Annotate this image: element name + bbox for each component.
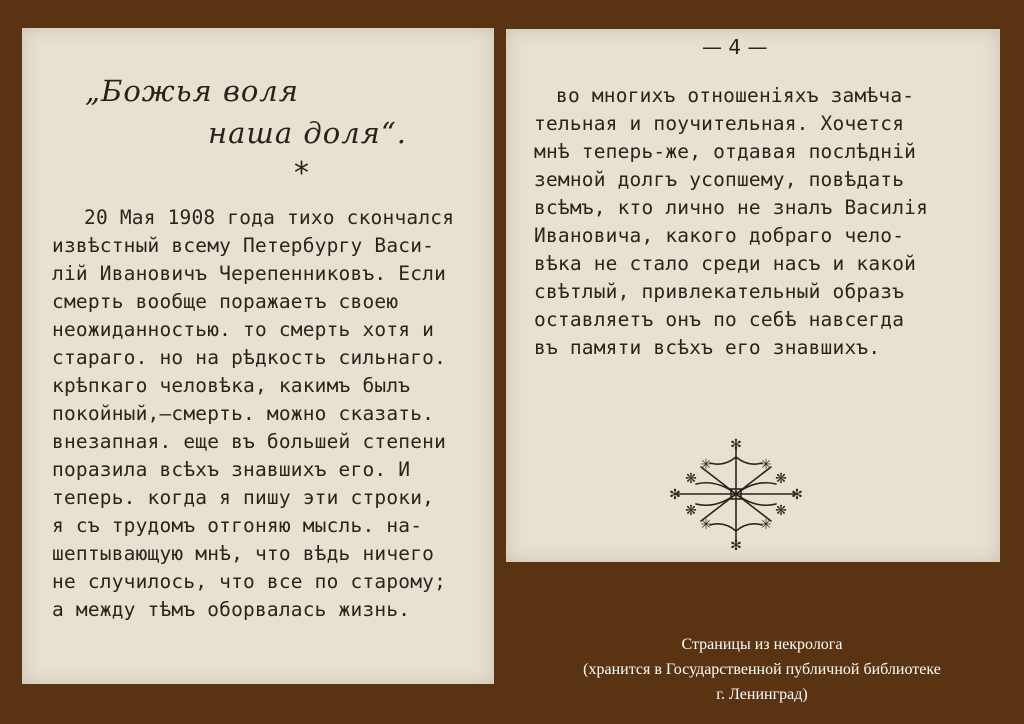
- text-line: тельная и поучительная. Хочется: [534, 112, 905, 135]
- svg-text:❋: ❋: [685, 471, 697, 487]
- text-line: неожиданностью. то смерть хотя и: [52, 318, 435, 341]
- text-line: а между тѣмъ оборвалась жизнь.: [52, 598, 411, 621]
- svg-text:✻: ✻: [669, 487, 681, 503]
- caption-line-3: г. Ленинград): [716, 686, 808, 703]
- text-line: свѣтлый, привлекательный образъ: [534, 280, 905, 303]
- text-line: 20 Мая 1908 года тихо скончался: [84, 206, 455, 229]
- text-line: вѣка не стало среди насъ и какой: [534, 252, 917, 275]
- text-line: мнѣ теперь-же, отдавая послѣдній: [534, 140, 917, 163]
- text-line: крѣпкаго человѣка, какимъ былъ: [52, 374, 411, 397]
- text-line: всѣмъ, кто лично не зналъ Василія: [534, 196, 929, 219]
- text-line: во многихъ отношеніяхъ замѣча-: [556, 84, 915, 107]
- text-line: внезапная. еще въ большей степени: [52, 430, 447, 453]
- separator-asterisk: *: [294, 156, 309, 191]
- caption-line-1: Страницы из некролога: [681, 636, 843, 653]
- caption: [532, 632, 992, 707]
- text-line: я съ трудомъ отгоняю мысль. на-: [52, 514, 423, 537]
- text-line: смерть вообще поражаетъ своею: [52, 290, 399, 313]
- left-page: [22, 28, 494, 684]
- svg-text:❋: ❋: [685, 503, 697, 519]
- text-line: оставляетъ онъ по себѣ навсегда: [534, 308, 905, 331]
- title-line-1: „Божья воля: [85, 74, 299, 108]
- svg-text:✻: ✻: [730, 538, 742, 552]
- svg-text:✻: ✻: [791, 487, 803, 503]
- svg-text:✳: ✳: [760, 517, 772, 533]
- text-line: лій Ивановичъ Черепенниковъ. Если: [52, 262, 447, 285]
- title-line-2: наша доля“.: [208, 116, 407, 150]
- svg-text:❋: ❋: [775, 471, 787, 487]
- text-line: теперь. когда я пишу эти строки,: [52, 486, 435, 509]
- text-line: Ивановича, какого добраго чело-: [534, 224, 905, 247]
- page-number: — 4 —: [702, 35, 768, 59]
- text-line: извѣстный всему Петербургу Васи-: [52, 234, 435, 257]
- floral-ornament-icon: [661, 437, 811, 552]
- right-page: [506, 29, 1000, 562]
- text-line: въ памяти всѣхъ его знавшихъ.: [534, 336, 881, 359]
- text-line: покойный,—смерть. можно сказать.: [52, 402, 435, 425]
- text-line: поразила всѣхъ знавшихъ его. И: [52, 458, 411, 481]
- svg-text:❋: ❋: [775, 503, 787, 519]
- text-line: не случилось, что все по старому;: [52, 570, 447, 593]
- text-line: шептывающую мнѣ, что вѣдь ничего: [52, 542, 435, 565]
- svg-text:✳: ✳: [700, 457, 712, 473]
- svg-text:✳: ✳: [760, 457, 772, 473]
- svg-text:✻: ✻: [730, 437, 742, 453]
- text-line: земной долгъ усопшему, повѣдать: [534, 168, 905, 191]
- caption-line-2: (хранится в Государственной публичной библиотеке: [583, 661, 941, 678]
- svg-text:✳: ✳: [700, 517, 712, 533]
- text-line: стараго. но на рѣдкость сильнаго.: [52, 346, 447, 369]
